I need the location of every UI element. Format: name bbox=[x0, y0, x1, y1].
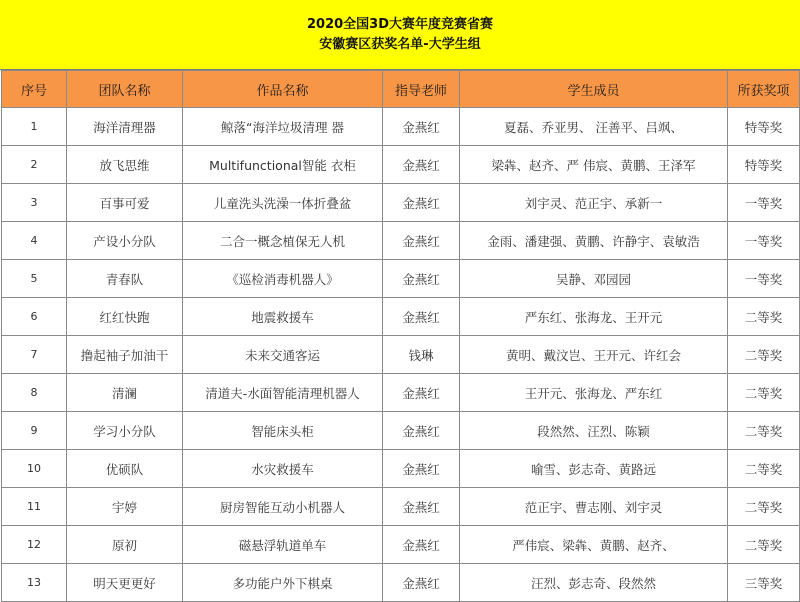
cell-team: 产设小分队 bbox=[67, 222, 183, 260]
cell-team: 学习小分队 bbox=[67, 412, 183, 450]
cell-work: 智能床头柜 bbox=[183, 412, 383, 450]
table-row bbox=[2, 260, 800, 298]
table-row bbox=[2, 184, 800, 222]
cell-work: 磁悬浮轨道单车 bbox=[183, 526, 383, 564]
cell-team: 清澜 bbox=[67, 374, 183, 412]
cell-members: 梁犇、赵齐、严 伟宸、黄鹏、王泽军 bbox=[460, 146, 728, 184]
cell-teacher: 钱琳 bbox=[383, 336, 460, 374]
table-row bbox=[2, 222, 800, 260]
cell-members: 刘宇灵、范正宇、承新一 bbox=[460, 184, 728, 222]
cell-teacher: 金燕红 bbox=[383, 374, 460, 412]
cell-teacher: 金燕红 bbox=[383, 298, 460, 336]
header-row bbox=[2, 71, 800, 108]
cell-members: 喻雪、彭志奇、黄路远 bbox=[460, 450, 728, 488]
cell-team: 青春队 bbox=[67, 260, 183, 298]
title-band bbox=[0, 0, 800, 70]
cell-work: 未来交通客运 bbox=[183, 336, 383, 374]
table-row bbox=[2, 336, 800, 374]
cell-award: 二等奖 bbox=[728, 298, 800, 336]
cell-no: 10 bbox=[2, 450, 67, 488]
cell-no: 9 bbox=[2, 412, 67, 450]
cell-team: 明天更更好 bbox=[67, 564, 183, 602]
cell-members: 夏磊、乔亚男、 汪善平、吕飒、 bbox=[460, 108, 728, 146]
cell-no: 5 bbox=[2, 260, 67, 298]
header-teacher: 指导老师 bbox=[383, 71, 460, 108]
table-row bbox=[2, 526, 800, 564]
header-no: 序号 bbox=[2, 71, 67, 108]
cell-team: 百事可爱 bbox=[67, 184, 183, 222]
cell-award: 一等奖 bbox=[728, 222, 800, 260]
cell-team: 撸起袖子加油干 bbox=[67, 336, 183, 374]
cell-teacher: 金燕红 bbox=[383, 146, 460, 184]
cell-teacher: 金燕红 bbox=[383, 108, 460, 146]
cell-team: 海洋清理器 bbox=[67, 108, 183, 146]
table-row bbox=[2, 412, 800, 450]
cell-teacher: 金燕红 bbox=[383, 222, 460, 260]
cell-members: 吴静、邓园园 bbox=[460, 260, 728, 298]
cell-award: 一等奖 bbox=[728, 260, 800, 298]
table-row bbox=[2, 564, 800, 602]
cell-no: 13 bbox=[2, 564, 67, 602]
table-row bbox=[2, 374, 800, 412]
cell-teacher: 金燕红 bbox=[383, 564, 460, 602]
table-row bbox=[2, 450, 800, 488]
cell-members: 范正宇、曹志刚、刘宇灵 bbox=[460, 488, 728, 526]
cell-award: 二等奖 bbox=[728, 526, 800, 564]
cell-members: 王开元、张海龙、严东红 bbox=[460, 374, 728, 412]
cell-award: 三等奖 bbox=[728, 564, 800, 602]
cell-work: 多功能户外下棋桌 bbox=[183, 564, 383, 602]
cell-team: 优硕队 bbox=[67, 450, 183, 488]
cell-award: 二等奖 bbox=[728, 336, 800, 374]
cell-work: 儿童洗头洗澡一体折叠盆 bbox=[183, 184, 383, 222]
cell-work: 厨房智能互动小机器人 bbox=[183, 488, 383, 526]
table-row bbox=[2, 298, 800, 336]
table-row bbox=[2, 146, 800, 184]
cell-members: 汪烈、彭志奇、段然然 bbox=[460, 564, 728, 602]
cell-award: 一等奖 bbox=[728, 184, 800, 222]
header-work: 作品名称 bbox=[183, 71, 383, 108]
cell-award: 特等奖 bbox=[728, 108, 800, 146]
header-members: 学生成员 bbox=[460, 71, 728, 108]
table-body bbox=[2, 108, 800, 602]
cell-team: 放飞思维 bbox=[67, 146, 183, 184]
cell-award: 二等奖 bbox=[728, 450, 800, 488]
cell-members: 段然然、汪烈、陈颖 bbox=[460, 412, 728, 450]
cell-work: 《巡检消毒机器人》 bbox=[183, 260, 383, 298]
cell-work: 二合一概念植保无人机 bbox=[183, 222, 383, 260]
cell-no: 6 bbox=[2, 298, 67, 336]
cell-award: 二等奖 bbox=[728, 374, 800, 412]
cell-teacher: 金燕红 bbox=[383, 526, 460, 564]
title-line-1: 2020全国3D大赛年度竞赛省赛 bbox=[306, 16, 494, 32]
header-team: 团队名称 bbox=[67, 71, 183, 108]
cell-team: 原初 bbox=[67, 526, 183, 564]
cell-no: 1 bbox=[2, 108, 67, 146]
cell-work: 清道夫-水面智能清理机器人 bbox=[183, 374, 383, 412]
cell-no: 2 bbox=[2, 146, 67, 184]
cell-work: 地震救援车 bbox=[183, 298, 383, 336]
cell-team: 宇婷 bbox=[67, 488, 183, 526]
cell-no: 4 bbox=[2, 222, 67, 260]
cell-work: 鲸落“海洋垃圾清理 器 bbox=[183, 108, 383, 146]
cell-no: 12 bbox=[2, 526, 67, 564]
cell-team: 红红快跑 bbox=[67, 298, 183, 336]
cell-no: 8 bbox=[2, 374, 67, 412]
cell-award: 二等奖 bbox=[728, 412, 800, 450]
cell-no: 11 bbox=[2, 488, 67, 526]
header-award: 所获奖项 bbox=[728, 71, 800, 108]
award-table bbox=[1, 70, 800, 602]
cell-teacher: 金燕红 bbox=[383, 412, 460, 450]
cell-work: Multifunctional智能 衣柜 bbox=[183, 146, 383, 184]
cell-teacher: 金燕红 bbox=[383, 260, 460, 298]
cell-no: 3 bbox=[2, 184, 67, 222]
cell-members: 金雨、潘建强、黄鹏、许静宇、袁敏浩 bbox=[460, 222, 728, 260]
cell-members: 黄明、戴汶岂、王开元、许红会 bbox=[460, 336, 728, 374]
cell-teacher: 金燕红 bbox=[383, 184, 460, 222]
cell-teacher: 金燕红 bbox=[383, 450, 460, 488]
cell-award: 特等奖 bbox=[728, 146, 800, 184]
cell-award: 二等奖 bbox=[728, 488, 800, 526]
table-row bbox=[2, 488, 800, 526]
table-header bbox=[2, 71, 800, 108]
cell-teacher: 金燕红 bbox=[383, 488, 460, 526]
cell-no: 7 bbox=[2, 336, 67, 374]
cell-members: 严东红、张海龙、王开元 bbox=[460, 298, 728, 336]
cell-members: 严伟宸、梁犇、黄鹏、赵齐、 bbox=[460, 526, 728, 564]
table-row bbox=[2, 108, 800, 146]
cell-work: 水灾救援车 bbox=[183, 450, 383, 488]
title-line-2: 安徽赛区获奖名单-大学生组 bbox=[319, 36, 481, 52]
